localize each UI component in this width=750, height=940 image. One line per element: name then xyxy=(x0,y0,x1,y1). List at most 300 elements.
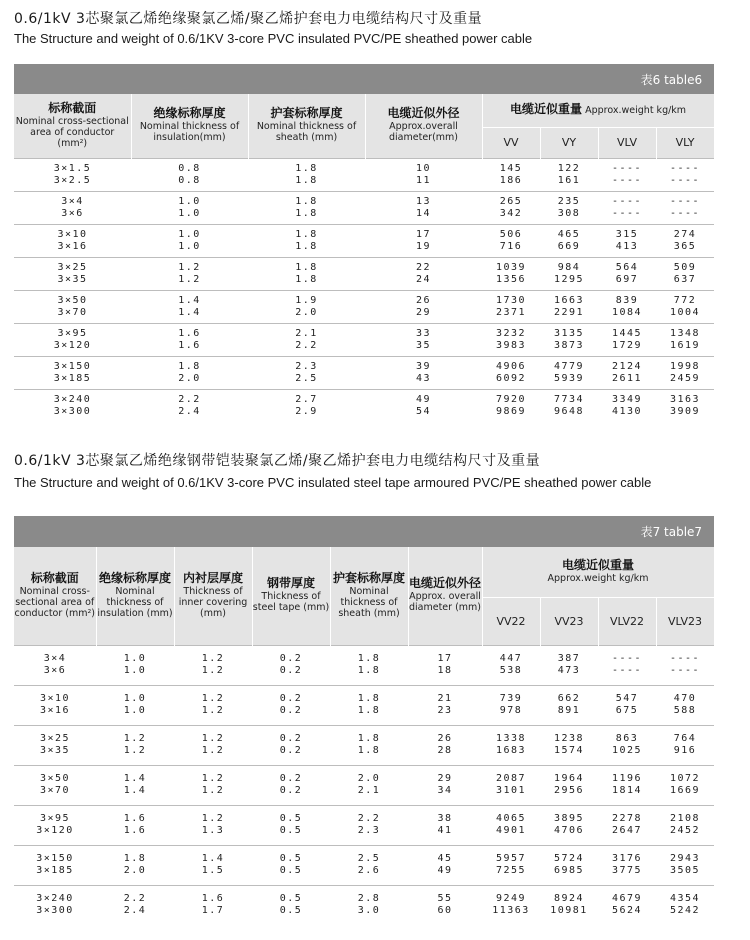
cell-vv23 xyxy=(540,805,598,845)
cell-insulation xyxy=(131,158,248,191)
cell-value: 122 xyxy=(557,162,581,174)
cell-value: 5242 xyxy=(669,905,701,917)
cell-insulation xyxy=(96,885,174,925)
cell-inner-covering xyxy=(174,765,252,805)
cell-vv22 xyxy=(482,765,540,805)
header-vv23: VV23 xyxy=(540,597,598,645)
cell-value: 38 xyxy=(437,813,453,824)
cell-value: 506 xyxy=(499,228,523,240)
cell-insulation xyxy=(96,685,174,725)
cell-value: 60 xyxy=(437,905,453,917)
cell-value: 10 xyxy=(415,162,432,174)
cell-value: 315 xyxy=(615,228,639,240)
cell-value: 1039 xyxy=(495,261,527,273)
cell-value: 1.8 xyxy=(295,174,318,186)
cell-value: 764 xyxy=(673,733,697,744)
cell-vv xyxy=(482,158,540,191)
cell-value: 13 xyxy=(415,195,432,207)
cell-value: 1.8 xyxy=(295,195,318,207)
cell-value: 265 xyxy=(499,195,523,207)
header-diameter: 电缆近似外径 Approx. overall diameter (mm) xyxy=(408,547,482,645)
cell-section xyxy=(14,389,131,422)
cell-value: 2108 xyxy=(669,813,701,824)
cell-section xyxy=(14,685,96,725)
cell-value: 2371 xyxy=(495,306,527,318)
cell-value: 2.3 xyxy=(295,360,318,372)
cell-vly xyxy=(656,290,714,323)
cell-value: 1.8 xyxy=(123,853,147,864)
cell-sheath xyxy=(330,645,408,685)
cell-vv xyxy=(482,356,540,389)
cell-value: 1619 xyxy=(670,339,701,351)
cell-diameter xyxy=(365,290,482,323)
cell-value: 1.4 xyxy=(123,773,147,784)
cell-steel-tape xyxy=(252,885,330,925)
cell-value: 1683 xyxy=(495,745,527,756)
cell-value: 39 xyxy=(415,360,432,372)
cell-diameter xyxy=(365,158,482,191)
cell-value: 1.8 xyxy=(357,705,381,716)
cell-value: 1.9 xyxy=(295,294,318,306)
cell-value: ---- xyxy=(670,162,701,174)
table-row xyxy=(14,224,714,257)
cell-sheath xyxy=(248,158,365,191)
header-weight: 电缆近似重量 Approx.weight kg/km xyxy=(482,94,714,127)
cell-diameter xyxy=(408,645,482,685)
cell-value: 5939 xyxy=(553,372,585,384)
cell-section xyxy=(14,805,96,845)
cell-value: 4354 xyxy=(669,893,701,905)
cell-value: 3×240 xyxy=(36,893,74,905)
cell-value: 6985 xyxy=(553,865,585,876)
cell-insulation xyxy=(131,191,248,224)
cell-value: 669 xyxy=(557,240,581,252)
cell-value: 863 xyxy=(615,733,639,744)
header-diameter: 电缆近似外径 Approx.overall diameter(mm) xyxy=(365,94,482,158)
cell-value: 1729 xyxy=(611,339,643,351)
cell-value: 3909 xyxy=(670,405,701,417)
header-insulation: 绝缘标称厚度 Nominal thickness of insulation(mm) xyxy=(131,94,248,158)
cell-value: 3×25 xyxy=(57,261,88,273)
cell-value: 3895 xyxy=(553,813,585,824)
cell-value: ---- xyxy=(611,195,643,207)
table-row xyxy=(14,290,714,323)
cell-value: 1.6 xyxy=(123,825,147,836)
cell-section xyxy=(14,885,96,925)
cell-value: 3×120 xyxy=(53,339,92,351)
header-section: 标称截面 Nominal cross-sectional area of conductor (mm²) xyxy=(14,547,96,645)
cell-value: 1.8 xyxy=(295,273,318,285)
cell-diameter xyxy=(365,389,482,422)
table-row xyxy=(14,323,714,356)
cell-value: 3×16 xyxy=(57,240,88,252)
cell-value: 3×300 xyxy=(36,905,74,917)
cell-value: 22 xyxy=(415,261,432,273)
cell-value: 538 xyxy=(499,665,523,676)
cell-value: 2459 xyxy=(670,372,701,384)
cell-value: 2.1 xyxy=(357,785,381,796)
cell-value: 1.0 xyxy=(123,665,147,676)
table-row xyxy=(14,725,714,765)
cell-value: 0.5 xyxy=(279,893,303,905)
cell-value: 2.0 xyxy=(357,773,381,784)
cell-value: 2.4 xyxy=(123,905,147,917)
cell-value: 7920 xyxy=(495,393,527,405)
cell-value: 1669 xyxy=(669,785,701,796)
cell-value: 43 xyxy=(415,372,432,384)
cell-value: 1.6 xyxy=(201,893,225,905)
cell-value: 0.2 xyxy=(279,665,303,676)
cell-value: 1.2 xyxy=(201,653,225,664)
cell-value: 33 xyxy=(415,327,432,339)
cell-sheath xyxy=(248,224,365,257)
cell-value: 0.2 xyxy=(279,705,303,716)
cell-value: 0.2 xyxy=(279,785,303,796)
cell-value: 1.2 xyxy=(201,745,225,756)
cell-value: 145 xyxy=(499,162,523,174)
cell-vv23 xyxy=(540,685,598,725)
cell-value: 365 xyxy=(673,240,697,252)
cell-value: 1.8 xyxy=(178,360,201,372)
cell-value: 4130 xyxy=(611,405,643,417)
cell-value: 1.2 xyxy=(178,261,201,273)
cell-section xyxy=(14,765,96,805)
cell-insulation xyxy=(96,805,174,845)
cell-value: 2.2 xyxy=(123,893,147,905)
cell-vlv xyxy=(598,224,656,257)
cell-value: 1.6 xyxy=(178,339,201,351)
cell-vy xyxy=(540,356,598,389)
cell-vlv22 xyxy=(598,805,656,845)
cell-sheath xyxy=(330,725,408,765)
cell-insulation xyxy=(96,645,174,685)
cell-diameter xyxy=(365,257,482,290)
cell-value: 29 xyxy=(437,773,453,784)
cell-value: ---- xyxy=(611,653,643,664)
cell-value: 1.2 xyxy=(178,273,201,285)
cell-value: 1295 xyxy=(553,273,585,285)
cell-vlv22 xyxy=(598,845,656,885)
cell-value: 0.5 xyxy=(279,865,303,876)
cell-value: 1338 xyxy=(495,733,527,744)
cell-vly xyxy=(656,224,714,257)
cell-sheath xyxy=(248,356,365,389)
cell-value: 1.3 xyxy=(201,825,225,836)
cell-insulation xyxy=(131,356,248,389)
cell-value: 3873 xyxy=(553,339,585,351)
cell-value: 10981 xyxy=(550,905,588,917)
cell-sheath xyxy=(330,685,408,725)
cell-value: 1.6 xyxy=(178,327,201,339)
cell-steel-tape xyxy=(252,685,330,725)
cell-value: 17 xyxy=(415,228,432,240)
cell-inner-covering xyxy=(174,685,252,725)
cell-inner-covering xyxy=(174,725,252,765)
header-steel-tape: 钢带厚度 Thickness of steel tape (mm) xyxy=(252,547,330,645)
cell-value: 274 xyxy=(673,228,697,240)
cell-value: 0.5 xyxy=(279,813,303,824)
cell-value: 2.0 xyxy=(123,865,147,876)
cell-vy xyxy=(540,257,598,290)
cell-value: 2452 xyxy=(669,825,701,836)
cell-value: 55 xyxy=(437,893,453,905)
cell-value: 2.7 xyxy=(295,393,318,405)
cell-value: 1.4 xyxy=(201,853,225,864)
cell-sheath xyxy=(330,765,408,805)
cell-value: 1.8 xyxy=(295,240,318,252)
cell-vv23 xyxy=(540,885,598,925)
cell-inner-covering xyxy=(174,885,252,925)
cell-steel-tape xyxy=(252,805,330,845)
table6-tag: 表6 table6 xyxy=(14,64,714,94)
table-row xyxy=(14,257,714,290)
cell-diameter xyxy=(365,191,482,224)
cell-value: 14 xyxy=(415,207,432,219)
cell-inner-covering xyxy=(174,645,252,685)
cell-vy xyxy=(540,224,598,257)
cell-value: 3×185 xyxy=(53,372,92,384)
header-sheath: 护套标称厚度 Nominal thickness of sheath (mm) xyxy=(330,547,408,645)
cell-value: 2.2 xyxy=(295,339,318,351)
cell-value: 2943 xyxy=(669,853,701,864)
table7-title-cn: 0.6/1kV 3芯聚氯乙烯绝缘钢带铠装聚氯乙烯/聚乙烯护套电力电缆结构尺寸及重量 xyxy=(14,453,541,469)
cell-steel-tape xyxy=(252,725,330,765)
cell-value: 1.5 xyxy=(201,865,225,876)
cell-inner-covering xyxy=(174,805,252,845)
cell-value: 2087 xyxy=(495,773,527,784)
cell-value: 716 xyxy=(499,240,523,252)
table-row xyxy=(14,356,714,389)
cell-section xyxy=(14,257,131,290)
cell-steel-tape xyxy=(252,845,330,885)
cell-vlv23 xyxy=(656,725,714,765)
cell-value: 1356 xyxy=(495,273,527,285)
cell-value: 2.3 xyxy=(357,825,381,836)
cell-value: 2956 xyxy=(553,785,585,796)
cell-diameter xyxy=(365,224,482,257)
cell-section xyxy=(14,158,131,191)
cell-value: 4779 xyxy=(553,360,585,372)
cell-vv xyxy=(482,257,540,290)
cell-value: 2.1 xyxy=(295,327,318,339)
cell-value: 2.4 xyxy=(178,405,201,417)
cell-insulation xyxy=(131,290,248,323)
table6-title-en: The Structure and weight of 0.6/1KV 3-core PVC insulated PVC/PE sheathed power cable xyxy=(14,31,533,46)
cell-vv22 xyxy=(482,685,540,725)
cell-value: 3505 xyxy=(669,865,701,876)
table-row xyxy=(14,765,714,805)
cell-diameter xyxy=(365,323,482,356)
cell-value: 1.0 xyxy=(178,228,201,240)
cell-insulation xyxy=(96,725,174,765)
cell-value: 3.0 xyxy=(357,905,381,917)
cell-value: 3×95 xyxy=(57,327,88,339)
cell-value: 564 xyxy=(615,261,639,273)
cell-vlv xyxy=(598,290,656,323)
cell-value: 3×16 xyxy=(39,705,71,716)
table6-title-cn: 0.6/1kV 3芯聚氯乙烯绝缘聚氯乙烯/聚乙烯护套电力电缆结构尺寸及重量 xyxy=(14,11,483,27)
cell-value: 3×10 xyxy=(57,228,88,240)
cell-value: 7734 xyxy=(553,393,585,405)
cell-value: 1.8 xyxy=(357,745,381,756)
table-row xyxy=(14,191,714,224)
cell-value: 3×6 xyxy=(43,665,67,676)
cell-value: 9249 xyxy=(495,893,527,905)
cell-value: 473 xyxy=(557,665,581,676)
table-row xyxy=(14,805,714,845)
cell-value: 0.8 xyxy=(178,174,201,186)
cell-section xyxy=(14,356,131,389)
cell-section xyxy=(14,845,96,885)
header-vlv23: VLV23 xyxy=(656,597,714,645)
table-row xyxy=(14,389,714,422)
cell-value: 3349 xyxy=(611,393,643,405)
cell-value: 21 xyxy=(437,693,453,704)
cell-diameter xyxy=(408,765,482,805)
cell-value: 1.6 xyxy=(123,813,147,824)
cell-value: 342 xyxy=(499,207,523,219)
header-vv22: VV22 xyxy=(482,597,540,645)
cell-value: 470 xyxy=(673,693,697,704)
cell-vlv23 xyxy=(656,805,714,845)
cell-value: 1025 xyxy=(611,745,643,756)
cell-vv23 xyxy=(540,725,598,765)
cell-vlv23 xyxy=(656,885,714,925)
cell-value: 24 xyxy=(415,273,432,285)
table7-title-en: The Structure and weight of 0.6/1KV 3-core PVC insulated steel tape armoured PVC/PE sheathed power cable xyxy=(14,475,652,490)
cell-value: 3×70 xyxy=(57,306,88,318)
cell-value: 1.4 xyxy=(178,306,201,318)
header-vy: VY xyxy=(540,127,598,158)
cell-value: ---- xyxy=(669,653,701,664)
cell-value: 1814 xyxy=(611,785,643,796)
cell-value: 1663 xyxy=(553,294,585,306)
cell-value: 3775 xyxy=(611,865,643,876)
cell-insulation xyxy=(131,323,248,356)
cell-value: 1348 xyxy=(670,327,701,339)
cell-value: 2611 xyxy=(611,372,643,384)
cell-vv xyxy=(482,224,540,257)
cell-vv22 xyxy=(482,845,540,885)
cell-value: 1.0 xyxy=(178,207,201,219)
cell-value: 1.8 xyxy=(295,162,318,174)
cell-value: 49 xyxy=(415,393,432,405)
cell-vv xyxy=(482,323,540,356)
cell-value: 509 xyxy=(673,261,697,273)
header-section: 标称截面 Nominal cross-sectional area of conductor (mm²) xyxy=(14,94,131,158)
cell-value: 3101 xyxy=(495,785,527,796)
cell-value: 3×300 xyxy=(53,405,92,417)
cell-vv23 xyxy=(540,845,598,885)
cell-value: 3×4 xyxy=(43,653,67,664)
cell-value: 1.8 xyxy=(357,653,381,664)
cell-value: 3×185 xyxy=(36,865,74,876)
cell-value: 839 xyxy=(615,294,639,306)
cell-value: 2.9 xyxy=(295,405,318,417)
cell-value: 1.0 xyxy=(178,195,201,207)
cell-value: ---- xyxy=(611,174,643,186)
cell-vly xyxy=(656,356,714,389)
cell-value: 186 xyxy=(499,174,523,186)
cell-value: ---- xyxy=(611,207,643,219)
cell-value: 1.0 xyxy=(123,705,147,716)
cell-sheath xyxy=(248,191,365,224)
cell-section xyxy=(14,725,96,765)
cell-value: 161 xyxy=(557,174,581,186)
cell-value: 11 xyxy=(415,174,432,186)
cell-vv22 xyxy=(482,645,540,685)
cell-diameter xyxy=(365,356,482,389)
cell-value: 1.2 xyxy=(201,665,225,676)
cell-value: 1.2 xyxy=(201,693,225,704)
cell-vlv xyxy=(598,191,656,224)
cell-sheath xyxy=(248,323,365,356)
cell-vv22 xyxy=(482,805,540,845)
cell-value: 26 xyxy=(437,733,453,744)
cell-vlv xyxy=(598,389,656,422)
header-vly: VLY xyxy=(656,127,714,158)
header-insulation: 绝缘标称厚度 Nominal thickness of insulation (mm) xyxy=(96,547,174,645)
cell-vlv23 xyxy=(656,685,714,725)
cell-value: 0.8 xyxy=(178,162,201,174)
cell-value: 18 xyxy=(437,665,453,676)
cell-value: 3×150 xyxy=(36,853,74,864)
cell-steel-tape xyxy=(252,645,330,685)
table-row xyxy=(14,158,714,191)
cell-value: 308 xyxy=(557,207,581,219)
cell-value: 19 xyxy=(415,240,432,252)
cell-vlv22 xyxy=(598,885,656,925)
cell-value: 17 xyxy=(437,653,453,664)
cell-vv22 xyxy=(482,885,540,925)
cell-value: 637 xyxy=(673,273,697,285)
cell-value: 4679 xyxy=(611,893,643,905)
cell-insulation xyxy=(96,765,174,805)
cell-value: 3×25 xyxy=(39,733,71,744)
cell-value: 3232 xyxy=(495,327,527,339)
cell-vly xyxy=(656,191,714,224)
cell-value: 1.0 xyxy=(123,693,147,704)
cell-vy xyxy=(540,158,598,191)
cell-value: 2647 xyxy=(611,825,643,836)
header-sheath: 护套标称厚度 Nominal thickness of sheath (mm) xyxy=(248,94,365,158)
cell-value: 0.5 xyxy=(279,905,303,917)
cell-value: 3×4 xyxy=(61,195,84,207)
cell-value: 3983 xyxy=(495,339,527,351)
cell-value: 7255 xyxy=(495,865,527,876)
cell-value: 4706 xyxy=(553,825,585,836)
cell-section xyxy=(14,224,131,257)
cell-value: 1196 xyxy=(611,773,643,784)
cell-value: 2.8 xyxy=(357,893,381,905)
cell-vly xyxy=(656,158,714,191)
cell-value: 0.2 xyxy=(279,653,303,664)
cell-value: 11363 xyxy=(492,905,530,917)
cell-value: 2.2 xyxy=(357,813,381,824)
cell-vlv xyxy=(598,356,656,389)
cell-value: 29 xyxy=(415,306,432,318)
cell-vlv xyxy=(598,158,656,191)
cell-value: 2278 xyxy=(611,813,643,824)
cell-vlv22 xyxy=(598,765,656,805)
cell-vly xyxy=(656,257,714,290)
cell-value: 3×240 xyxy=(53,393,92,405)
cell-value: 9869 xyxy=(495,405,527,417)
cell-value: 5724 xyxy=(553,853,585,864)
cell-value: 8924 xyxy=(553,893,585,905)
cell-value: 3×10 xyxy=(39,693,71,704)
cell-value: 2.5 xyxy=(295,372,318,384)
